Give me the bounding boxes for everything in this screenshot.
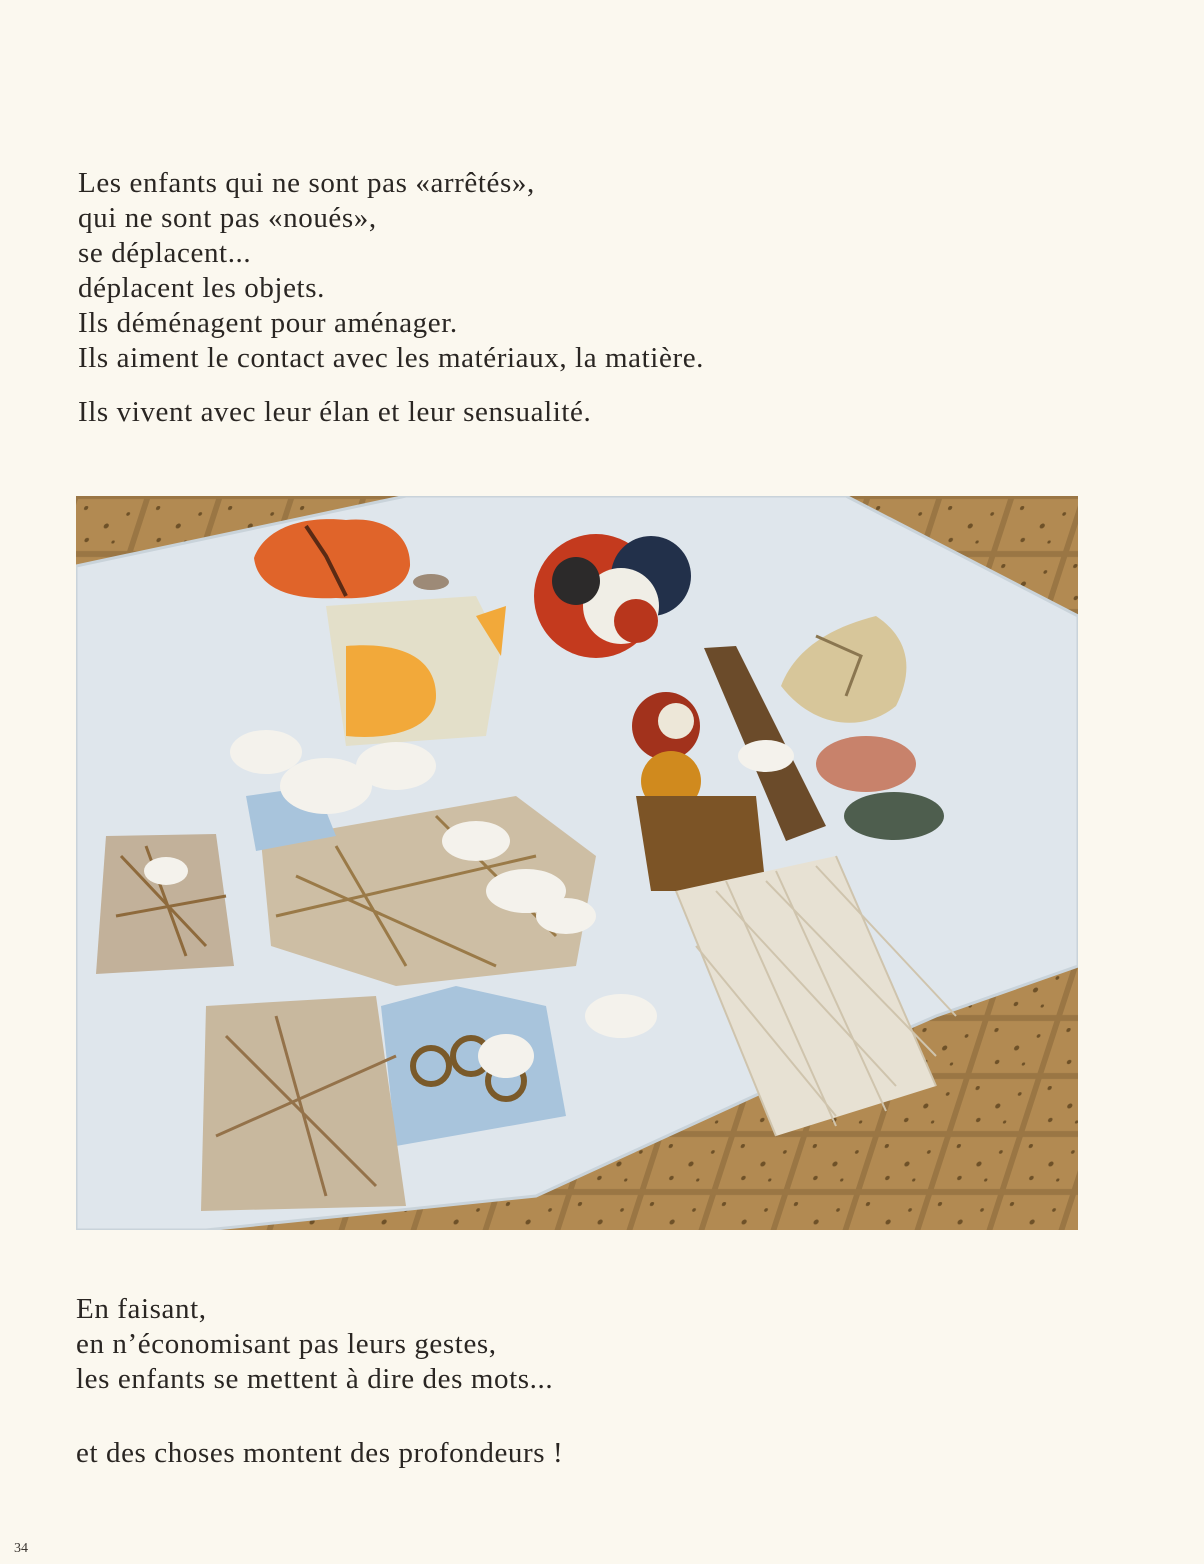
text-line: Ils aiment le contact avec les matériaux, la matière. [78, 342, 705, 374]
stanza-2 [78, 395, 591, 430]
text-line: qui ne sont pas «noués», [78, 202, 377, 234]
text-line: se déplacent... [78, 237, 252, 269]
text-line: En faisant, [76, 1293, 207, 1325]
page-number: 34 [14, 1541, 28, 1556]
stanza-3 [76, 1292, 553, 1397]
stanza-1 [78, 166, 704, 376]
green-clay [844, 792, 944, 840]
stanza-4 [76, 1436, 563, 1471]
text-line: les enfants se mettent à dire des mots... [76, 1363, 554, 1395]
text-line: Ils vivent avec leur élan et leur sensualité. [78, 396, 592, 428]
text-line: déplacent les objets. [78, 272, 325, 304]
text-line: Ils déménagent pour aménager. [78, 307, 458, 339]
text-line: en n’économisant pas leurs gestes, [76, 1328, 497, 1360]
pink-clay [816, 736, 916, 792]
text-line: Les enfants qui ne sont pas «arrêtés», [78, 167, 535, 199]
collage-photo [76, 496, 1078, 1230]
text-line: et des choses montent des profondeurs ! [76, 1437, 564, 1469]
fabric-piece-bottom [201, 996, 406, 1211]
collage-illustration [76, 496, 1078, 1230]
